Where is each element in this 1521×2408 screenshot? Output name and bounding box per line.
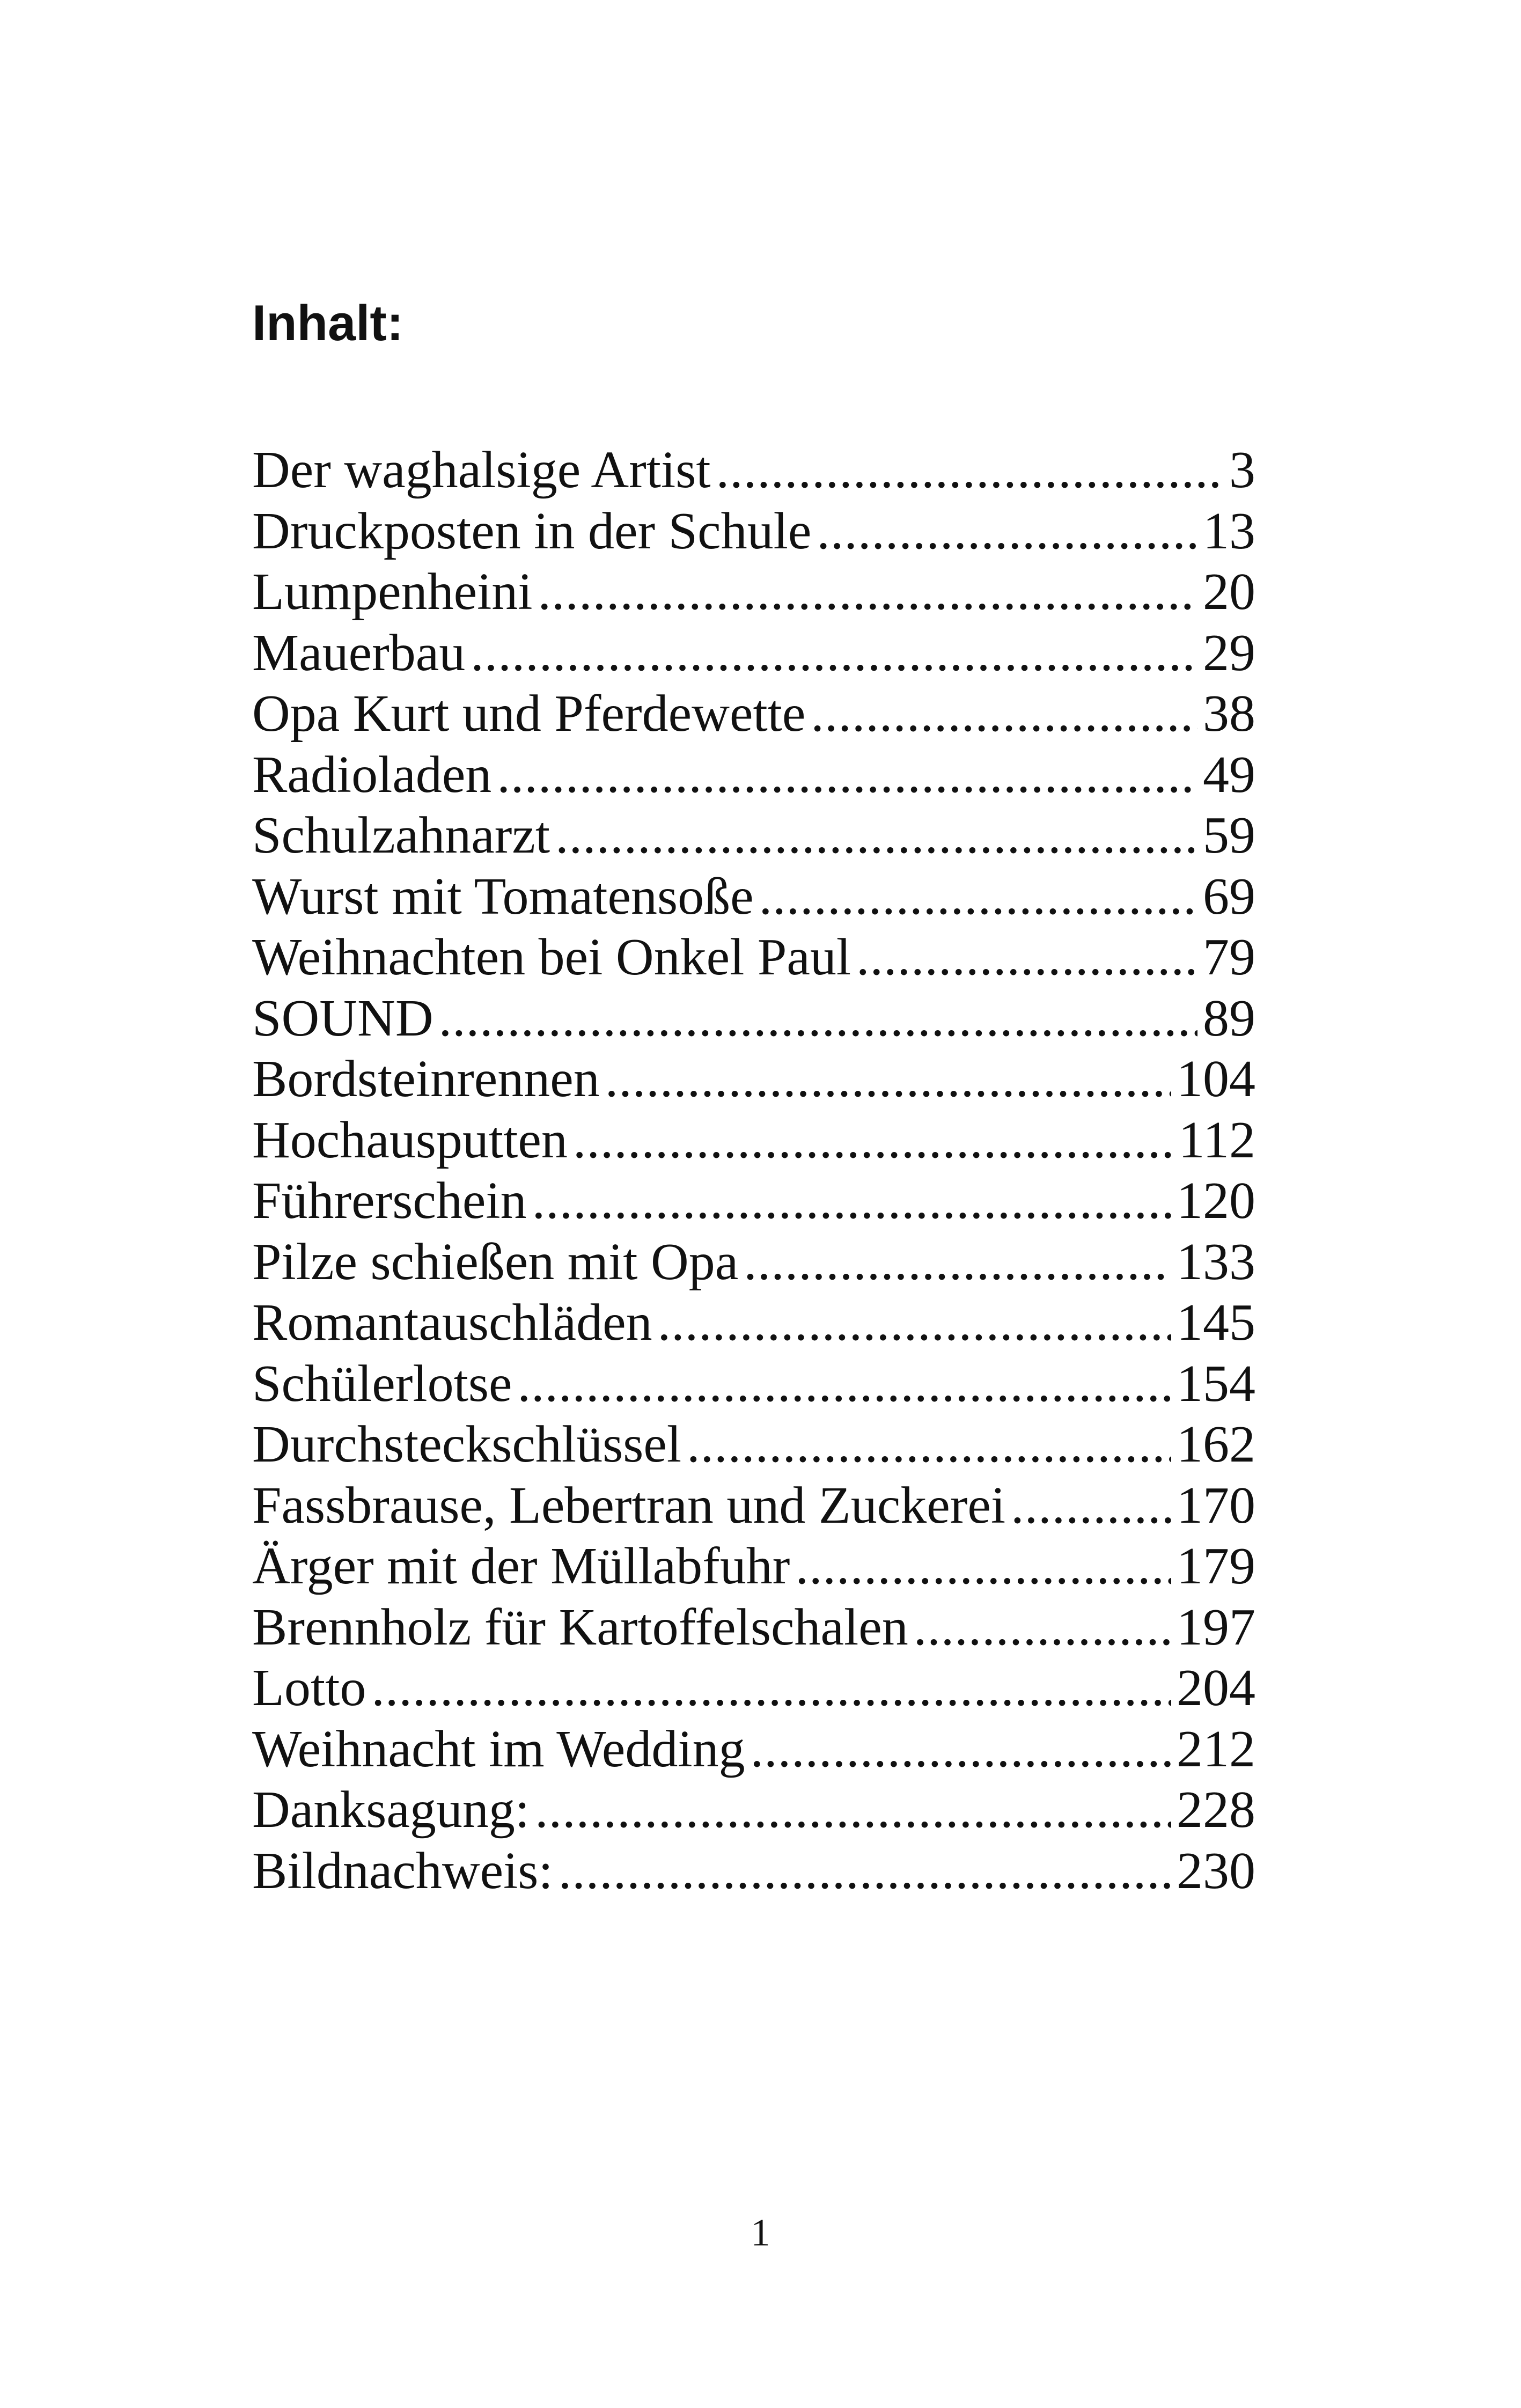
dot-leader [555,805,1197,867]
dot-leader [559,1841,1171,1902]
toc-entry-page: 59 [1197,805,1255,867]
dot-leader [817,501,1197,562]
toc-entry-page: 162 [1171,1414,1255,1475]
dot-leader [744,1232,1171,1293]
toc-entry-page: 120 [1171,1171,1255,1232]
toc-entry-page: 49 [1197,745,1255,806]
toc-entry-page: 69 [1197,867,1255,928]
dot-leader [759,867,1197,928]
toc-entry-title: Führerschein [252,1171,532,1232]
toc-entry-title: Lotto [252,1658,371,1719]
dot-leader [658,1293,1171,1354]
toc-entry-page: 13 [1197,501,1255,562]
toc-entry-page: 197 [1171,1597,1255,1658]
toc-entry[interactable] [252,1049,1255,1110]
dot-leader [795,1536,1171,1597]
toc-entry-title: Weihnacht im Wedding [252,1719,751,1780]
toc-entry-page: 38 [1197,684,1255,745]
toc-entry[interactable] [252,623,1255,684]
dot-leader [497,745,1197,806]
toc-entry-page: 228 [1171,1780,1255,1841]
toc-entry-title: Der waghalsige Artist [252,440,716,501]
toc-entry-page: 170 [1171,1475,1255,1537]
toc-entry-title: Romantauschläden [252,1293,658,1354]
toc-entry[interactable] [252,988,1255,1049]
dot-leader [535,1780,1171,1841]
toc-entry-page: 29 [1197,623,1255,684]
toc-entry-title: Bordsteinrennen [252,1049,605,1110]
dot-leader [716,440,1224,501]
toc-entry-page: 230 [1171,1841,1255,1902]
toc-entry-page: 179 [1171,1536,1255,1597]
toc-entry[interactable] [252,1719,1255,1780]
table-of-contents [252,440,1255,1902]
toc-entry-page: 133 [1171,1232,1255,1293]
dot-leader [914,1597,1171,1658]
toc-entry-title: Opa Kurt und Pferdewette [252,684,811,745]
toc-entry[interactable] [252,927,1255,988]
toc-entry-page: 3 [1224,440,1255,501]
toc-entry[interactable] [252,562,1255,623]
toc-entry-page: 204 [1171,1658,1255,1719]
toc-entry[interactable] [252,1658,1255,1719]
toc-entry[interactable] [252,1110,1255,1171]
dot-leader [605,1049,1171,1110]
dot-leader [371,1658,1171,1719]
toc-entry[interactable] [252,440,1255,501]
toc-heading: Inhalt: [252,295,403,351]
dot-leader [1011,1475,1171,1537]
toc-entry[interactable] [252,805,1255,867]
toc-entry-title: Lumpenheini [252,562,538,623]
dot-leader [811,684,1197,745]
dot-leader [687,1414,1171,1475]
toc-entry-title: Bildnachweis: [252,1841,559,1902]
toc-entry-title: Danksagung: [252,1780,535,1841]
toc-entry-title: Druckposten in der Schule [252,501,817,562]
toc-entry-title: Pilze schießen mit Opa [252,1232,744,1293]
toc-entry-title: Fassbrause, Lebertran und Zuckerei [252,1475,1011,1537]
dot-leader [573,1110,1173,1171]
toc-entry-title: Ärger mit der Müllabfuhr [252,1536,795,1597]
page-number: 1 [751,2211,770,2254]
toc-entry-title: SOUND [252,988,439,1049]
dot-leader [439,988,1197,1049]
toc-entry-page: 112 [1173,1110,1255,1171]
toc-entry[interactable] [252,1232,1255,1293]
toc-entry-page: 89 [1197,988,1255,1049]
toc-entry-title: Weihnachten bei Onkel Paul [252,927,856,988]
toc-entry[interactable] [252,1841,1255,1902]
toc-entry[interactable] [252,1293,1255,1354]
toc-entry-page: 154 [1171,1354,1255,1415]
dot-leader [517,1354,1171,1415]
toc-entry[interactable] [252,1597,1255,1658]
toc-entry-title: Mauerbau [252,623,471,684]
toc-entry-title: Wurst mit Tomatensoße [252,867,759,928]
toc-entry-title: Brennholz für Kartoffelschalen [252,1597,914,1658]
toc-entry-page: 20 [1197,562,1255,623]
toc-entry[interactable] [252,1354,1255,1415]
dot-leader [471,623,1197,684]
toc-entry-page: 212 [1171,1719,1255,1780]
toc-entry[interactable] [252,501,1255,562]
toc-entry[interactable] [252,1171,1255,1232]
toc-entry[interactable] [252,1536,1255,1597]
toc-entry-page: 104 [1171,1049,1255,1110]
toc-entry-title: Schülerlotse [252,1354,517,1415]
toc-entry-page: 79 [1197,927,1255,988]
toc-entry[interactable] [252,867,1255,928]
dot-leader [856,927,1197,988]
toc-entry-title: Durchsteckschlüssel [252,1414,687,1475]
toc-entry[interactable] [252,745,1255,806]
dot-leader [538,562,1197,623]
toc-entry[interactable] [252,1414,1255,1475]
toc-entry-title: Schulzahnarzt [252,805,555,867]
toc-entry-title: Radioladen [252,745,497,806]
toc-entry[interactable] [252,684,1255,745]
toc-entry-page: 145 [1171,1293,1255,1354]
dot-leader [751,1719,1171,1780]
toc-entry[interactable] [252,1780,1255,1841]
toc-entry[interactable] [252,1475,1255,1537]
toc-entry-title: Hochausputten [252,1110,573,1171]
dot-leader [532,1171,1171,1232]
